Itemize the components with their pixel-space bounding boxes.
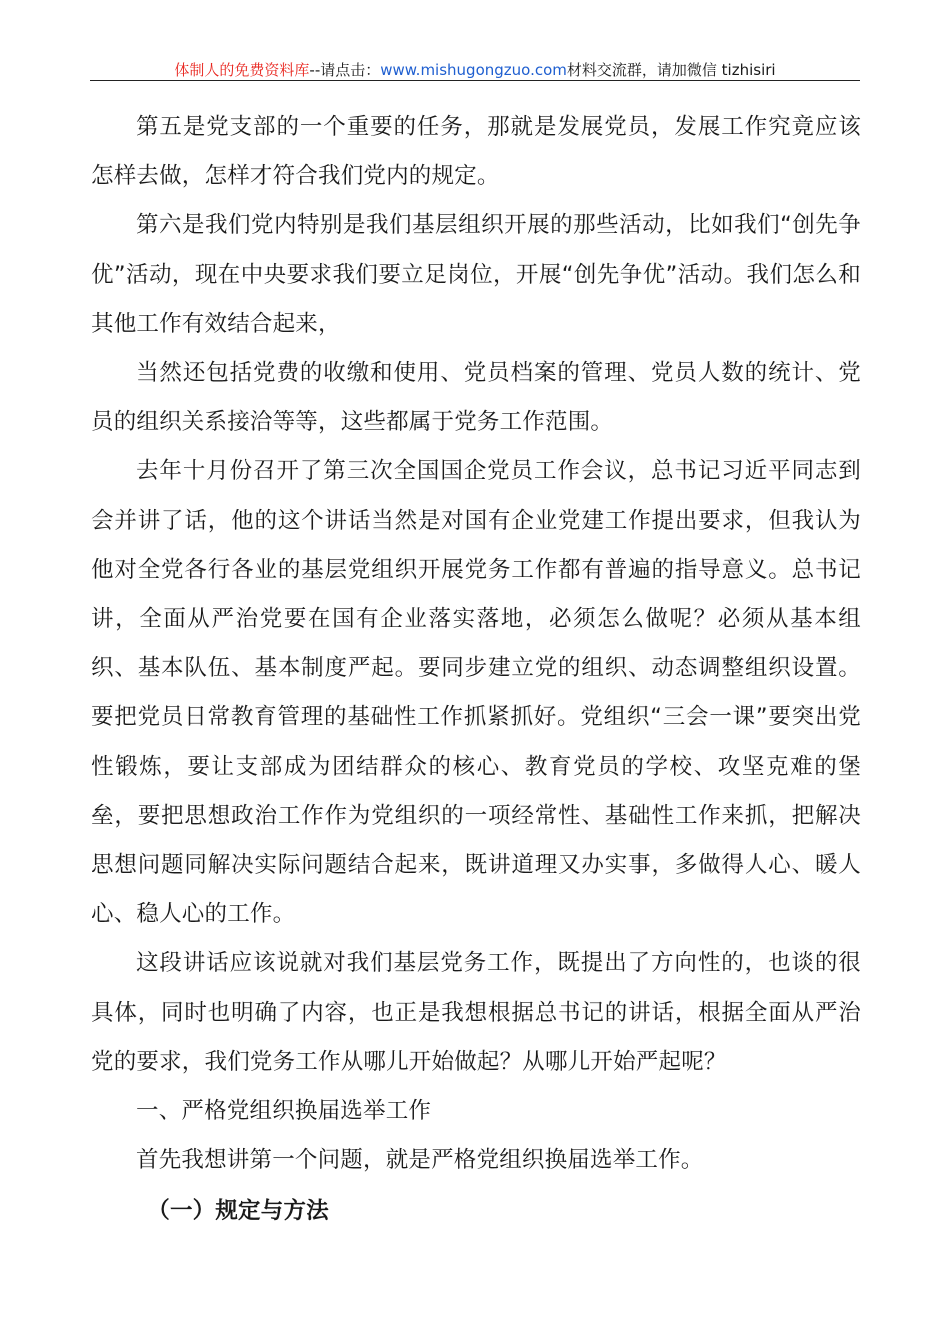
paragraph: 首先我想讲第一个问题，就是严格党组织换届选举工作。 xyxy=(136,1147,704,1174)
document-body xyxy=(91,103,861,1237)
header-tail: 材料交流群，请加微信 tizhisiri xyxy=(566,61,776,79)
header-url-link[interactable]: www.mishugongzuo.com xyxy=(380,61,567,79)
paragraph: 第六是我们党内特别是我们基层组织开展的那些活动，比如我们“创先争优”活动，现在中央要求我们要立足岗位，开展“创先争优”活动。我们怎么和其他工作有效结合起来， xyxy=(91,212,861,337)
header-prompt: --请点击： xyxy=(309,61,381,79)
page-header xyxy=(90,58,860,82)
header-brand: 体制人的免费资料库 xyxy=(174,61,310,79)
paragraph: 去年十月份召开了第三次全国国企党员工作会议，总书记习近平同志到会并讲了话，他的这个讲话当然是对国有企业党建工作提出要求，但我认为他对全党各行各业的基层党组织开展党务工作都有普遍的指导意义。总书记讲，全面从严治党要在国有企业落实落地，必须怎么做呢？必须从基本组织、基本队伍、基本制度严起。要同步建立党的组织、动态调整组织设置。要把党员日常教育管理的基础性工作抓紧抓好。党组织“三会一课”要突出党性锻炼，要让支部成为团结群众的核心、教育党员的学校、攻坚克难的堡垒，要把思想政治工作作为党组织的一项经常性、基础性工作来抓，把解决思想问题同解决实际问题结合起来，既讲道理又办实事，多做得人心、暖人心、稳人心的工作。 xyxy=(91,458,861,928)
paragraph: 这段讲话应该说就对我们基层党务工作，既提出了方向性的，也谈的很具体，同时也明确了内容，也正是我想根据总书记的讲话，根据全面从严治党的要求，我们党务工作从哪儿开始做起？从哪儿开始严起呢？ xyxy=(91,950,861,1075)
paragraph: 第五是党支部的一个重要的任务，那就是发展党员，发展工作究竟应该怎样去做，怎样才符合我们党内的规定。 xyxy=(91,114,861,190)
header-divider xyxy=(90,80,860,81)
subsection-heading: （一）规定与方法 xyxy=(147,1198,329,1225)
section-heading: 一、严格党组织换届选举工作 xyxy=(136,1098,432,1125)
paragraph: 当然还包括党费的收缴和使用、党员档案的管理、党员人数的统计、党员的组织关系接洽等等，这些都属于党务工作范围。 xyxy=(91,360,861,436)
